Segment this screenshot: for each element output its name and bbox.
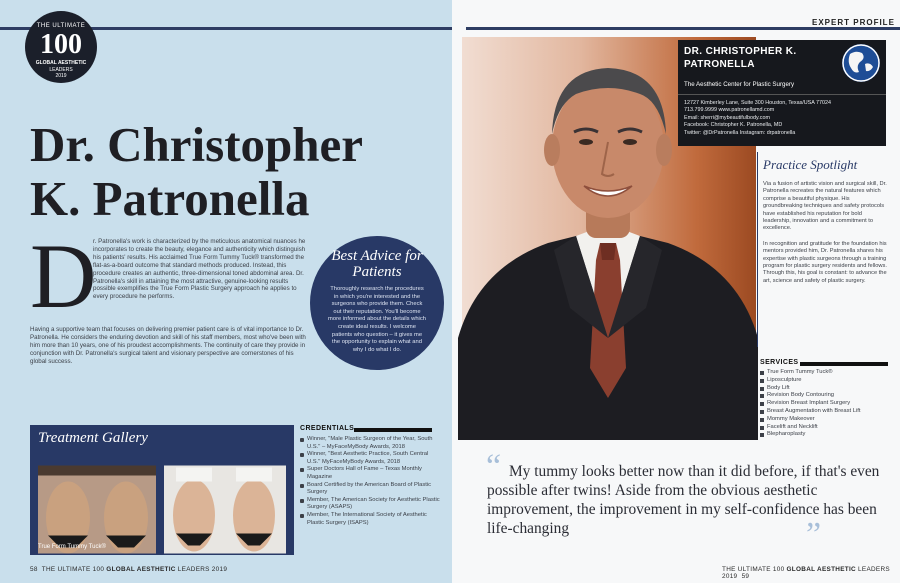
social-links[interactable]: Twitter: @DrPatronella Instagram: drpatronella bbox=[684, 129, 796, 136]
service-item: Facelift and Necklift bbox=[760, 424, 888, 432]
gallery-caption: True Form Tummy Tuck® bbox=[38, 544, 106, 550]
badge-line3: GLOBAL AESTHETIC bbox=[35, 60, 87, 66]
clinic-name: The Aesthetic Center for Plastic Surgery bbox=[684, 81, 795, 88]
close-quote-icon: ” bbox=[806, 516, 822, 553]
practice-spotlight bbox=[757, 157, 888, 382]
credential-item: Winner, "Male Plastic Surgeon of the Year, South U.S." – MyFaceMyBody Awards, 2018 bbox=[300, 436, 440, 451]
spotlight-paragraph-1: Via a fusion of artistic vision and surgical skill, Dr. Patronella recreates the natural features which comprise a beautiful physique. His groundbreaking techniques and safety protocols have established his reputation for bold leadership, innovation and a commitment to excellence. bbox=[763, 181, 887, 232]
profile-contact-box bbox=[678, 40, 886, 146]
section-label: EXPERT PROFILE bbox=[808, 18, 899, 27]
profile-separator bbox=[678, 94, 886, 95]
drop-cap: D bbox=[30, 225, 97, 327]
globe-icon bbox=[842, 44, 880, 82]
left-footer-text2: GLOBAL AESTHETIC bbox=[106, 566, 176, 573]
services-heading: SERVICES bbox=[760, 359, 799, 366]
intro-paragraph: r. Patronella's work is characterized by the meticulous anatomical nuances he incorporates to create the beauty, elegance and authenticity which distinguish his patients' results. His acclaimed True Form Tummy Tuck® transformed the flat-as-a-board outcome that standard methods produced. Instead, this procedure creates an authentic, three-dimensional toned abdominal area. Dr. Patronella's skill in attaining the most attractive, genuine-looking results possible exemplifies the True Form Plastic Surgery approach he applies to every procedure he performs. bbox=[93, 238, 306, 301]
right-footer-text1: THE ULTIMATE 100 bbox=[722, 566, 785, 573]
name-line-2: K. Patronella bbox=[30, 171, 310, 226]
patient-quote bbox=[487, 462, 887, 538]
team-paragraph: Having a supportive team that focuses on delivering premier patient care is of vital importance to Dr. Patronella. He considers the enduring devotion and skill of his staff members, most who've been with him more than 10 years, one of his proudest accomplishments. The continuity of care they provide in conjunction with Dr. Patronella's surgical talent and visionary perspective are cornerstones of his global success. bbox=[30, 326, 306, 365]
left-page-number: 58 bbox=[30, 566, 38, 573]
right-page-number: 59 bbox=[741, 573, 750, 580]
right-footer bbox=[722, 566, 900, 580]
badge-line1: THE ULTIMATE bbox=[36, 23, 86, 29]
badge-year: 2019 bbox=[55, 73, 67, 79]
open-quote-icon: “ bbox=[486, 448, 502, 485]
advice-title: Best Advice for Patients bbox=[331, 248, 423, 280]
advice-text: Thoroughly research the procedures in which you're interested and the surgeons who provide them. Check out their reputation. You'll become more informed about the details which create ideal results. I welcome patients who question – it gives me the opportunity to explain what and why I do what I do. bbox=[328, 286, 426, 353]
credential-item: Member, The International Society of Aesthetic Plastic Surgery (ISAPS) bbox=[300, 512, 440, 527]
credentials-list bbox=[300, 436, 440, 527]
contact-info bbox=[684, 100, 831, 137]
doctor-name-heading bbox=[30, 118, 430, 226]
quote-text: My tummy looks better now than it did before, if that's even possible after twins! Aside from the obvious aesthetic improvement, the improvement in my self-confidence has been life-changing bbox=[487, 463, 880, 537]
right-footer-text2: GLOBAL AESTHETIC bbox=[786, 566, 856, 573]
name-line-1: Dr. Christopher bbox=[30, 117, 364, 172]
services-section bbox=[760, 359, 888, 439]
service-item: Blepharoplasty bbox=[760, 431, 888, 439]
right-top-rule bbox=[466, 27, 900, 30]
service-item: Revision Breast Implant Surgery bbox=[760, 400, 888, 408]
service-item: Mommy Makeover bbox=[760, 416, 888, 424]
credentials-heading: CREDENTIALS bbox=[300, 425, 355, 432]
badge-number: 100 bbox=[40, 29, 82, 60]
credential-item: Board Certified by the American Board of Plastic Surgery bbox=[300, 482, 440, 497]
facebook-link[interactable]: Facebook: Christopher K. Patronella, MD bbox=[684, 122, 783, 129]
email-link[interactable]: Email: sherri@mybeautifulbody.com bbox=[684, 114, 770, 121]
treatment-gallery bbox=[30, 425, 294, 555]
credential-item: Super Doctors Hall of Fame – Texas Monthly Magazine bbox=[300, 466, 440, 481]
right-footer-text3: LEADERS 2019 bbox=[722, 566, 890, 580]
best-advice-callout bbox=[310, 236, 444, 370]
service-item: Breast Augmentation with Breast Lift bbox=[760, 408, 888, 416]
profile-name: DR. CHRISTOPHER K. PATRONELLA bbox=[684, 46, 797, 70]
spotlight-paragraph-2: In recognition and gratitude for the foundation his mentors provided him, Dr. Patronella shares his expertise with plastic surgeons through a training program for plastic surgery residents and fellows. Through this, his goal is constant: to advance the art, science and safety of plastic surgery. bbox=[763, 240, 887, 284]
service-item: Revision Body Contouring bbox=[760, 392, 888, 400]
service-item: True Form Tummy Tuck® bbox=[760, 369, 888, 377]
left-footer bbox=[30, 566, 227, 573]
badge-line4: LEADERS bbox=[49, 67, 73, 73]
spotlight-title: Practice Spotlight bbox=[763, 157, 858, 172]
phone-web-text: 713.799.9999 www.patronellamd.com bbox=[684, 107, 775, 114]
ultimate-100-badge bbox=[25, 11, 97, 83]
credential-item: Winner, "Best Aesthetic Practice, South Central U.S." MyFaceMyBody Awards, 2018 bbox=[300, 451, 440, 466]
address-text: 12727 Kimberley Lane, Suite 300 Houston, Texas/USA 77024 bbox=[684, 100, 832, 106]
service-item: Body Lift bbox=[760, 385, 888, 393]
service-item: Liposculpture bbox=[760, 377, 888, 385]
credentials-rule bbox=[354, 428, 432, 432]
credential-item: Member, The American Society for Aesthetic Plastic Surgery (ASAPS) bbox=[300, 497, 440, 512]
credentials-section bbox=[300, 425, 440, 527]
services-list bbox=[760, 369, 888, 439]
left-footer-text1: THE ULTIMATE 100 bbox=[41, 566, 105, 573]
services-rule bbox=[800, 362, 888, 366]
after-photo bbox=[164, 457, 286, 562]
left-footer-text3: LEADERS 2019 bbox=[177, 566, 228, 573]
gallery-title: Treatment Gallery bbox=[38, 430, 148, 446]
